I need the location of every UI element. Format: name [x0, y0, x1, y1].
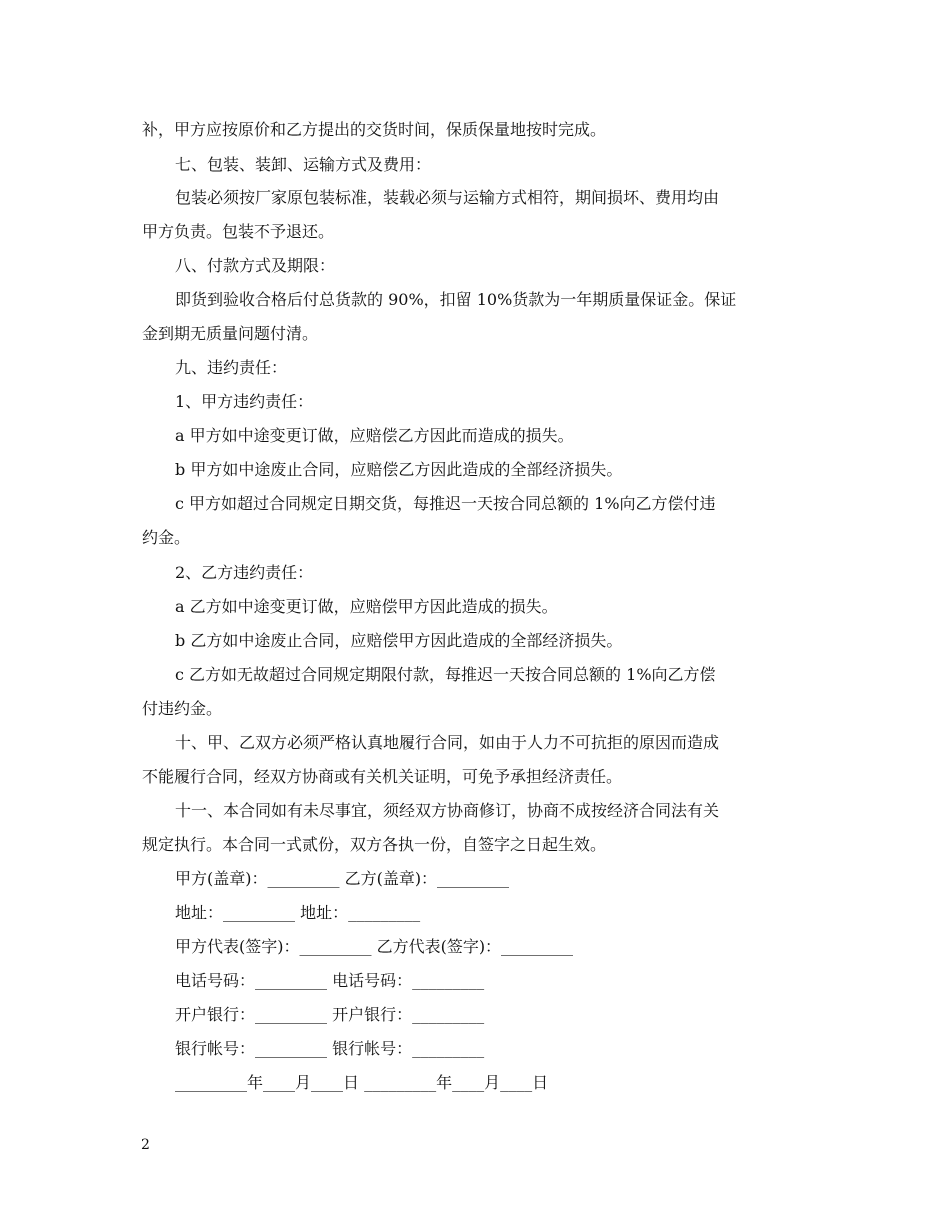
- subsection-heading: 2、乙方违约责任：: [175, 563, 314, 582]
- signature-line: 地址：_________ 地址：_________: [175, 903, 421, 922]
- text-line: 甲方负责。包装不予退还。: [142, 222, 335, 241]
- text-line: 规定执行。本合同一式贰份，双方各执一份，自签字之日起生效。: [142, 835, 607, 854]
- signature-line: 银行帐号：_________ 银行帐号：_________: [175, 1039, 485, 1058]
- text-line: 十一、本合同如有未尽事宜，须经双方协商修订，协商不成按经济合同法有关: [175, 801, 720, 820]
- section-heading: 七、包装、装卸、运输方式及费用：: [175, 155, 432, 174]
- page-number: 2: [141, 1137, 150, 1153]
- list-item: c 乙方如无故超过合同规定期限付款，每推迟一天按合同总额的 1%向乙方偿: [175, 665, 716, 684]
- section-heading: 八、付款方式及期限：: [175, 256, 336, 275]
- signature-line: 电话号码：_________ 电话号码：_________: [175, 971, 485, 990]
- text-line: 即货到验收合格后付总货款的 90%，扣留 10%货款为一年期质量保证金。保证: [175, 290, 737, 309]
- text-line: 金到期无质量问题付清。: [142, 324, 319, 343]
- text-line: 十、甲、乙双方必须严格认真地履行合同，如由于人力不可抗拒的原因而造成: [175, 733, 720, 752]
- signature-line: 甲方代表(签字)：_________ 乙方代表(签字)：_________: [175, 937, 574, 956]
- text-line: 约金。: [142, 528, 191, 547]
- list-item: a 乙方如中途变更订做，应赔偿甲方因此造成的损失。: [175, 597, 558, 616]
- text-line: 包装必须按厂家原包装标准，装载必须与运输方式相符，期间损坏、费用均由: [175, 188, 720, 207]
- date-line: _________年____月____日 _________年____月____日: [175, 1073, 549, 1092]
- subsection-heading: 1、甲方违约责任：: [175, 392, 314, 411]
- list-item: b 甲方如中途废止合同，应赔偿乙方因此造成的全部经济损失。: [175, 460, 623, 479]
- list-item: c 甲方如超过合同规定日期交货，每推迟一天按合同总额的 1%向乙方偿付违: [175, 494, 716, 513]
- text-line: 补，甲方应按原价和乙方提出的交货时间，保质保量地按时完成。: [142, 120, 607, 139]
- section-heading: 九、违约责任：: [175, 358, 288, 377]
- signature-line: 开户银行：_________ 开户银行：_________: [175, 1005, 485, 1024]
- list-item: b 乙方如中途废止合同，应赔偿甲方因此造成的全部经济损失。: [175, 631, 623, 650]
- list-item: a 甲方如中途变更订做，应赔偿乙方因此而造成的损失。: [175, 426, 574, 445]
- text-line: 不能履行合同，经双方协商或有关机关证明，可免予承担经济责任。: [142, 767, 623, 786]
- text-line: 付违约金。: [142, 699, 223, 718]
- signature-line: 甲方(盖章)：_________ 乙方(盖章)：_________: [175, 869, 510, 888]
